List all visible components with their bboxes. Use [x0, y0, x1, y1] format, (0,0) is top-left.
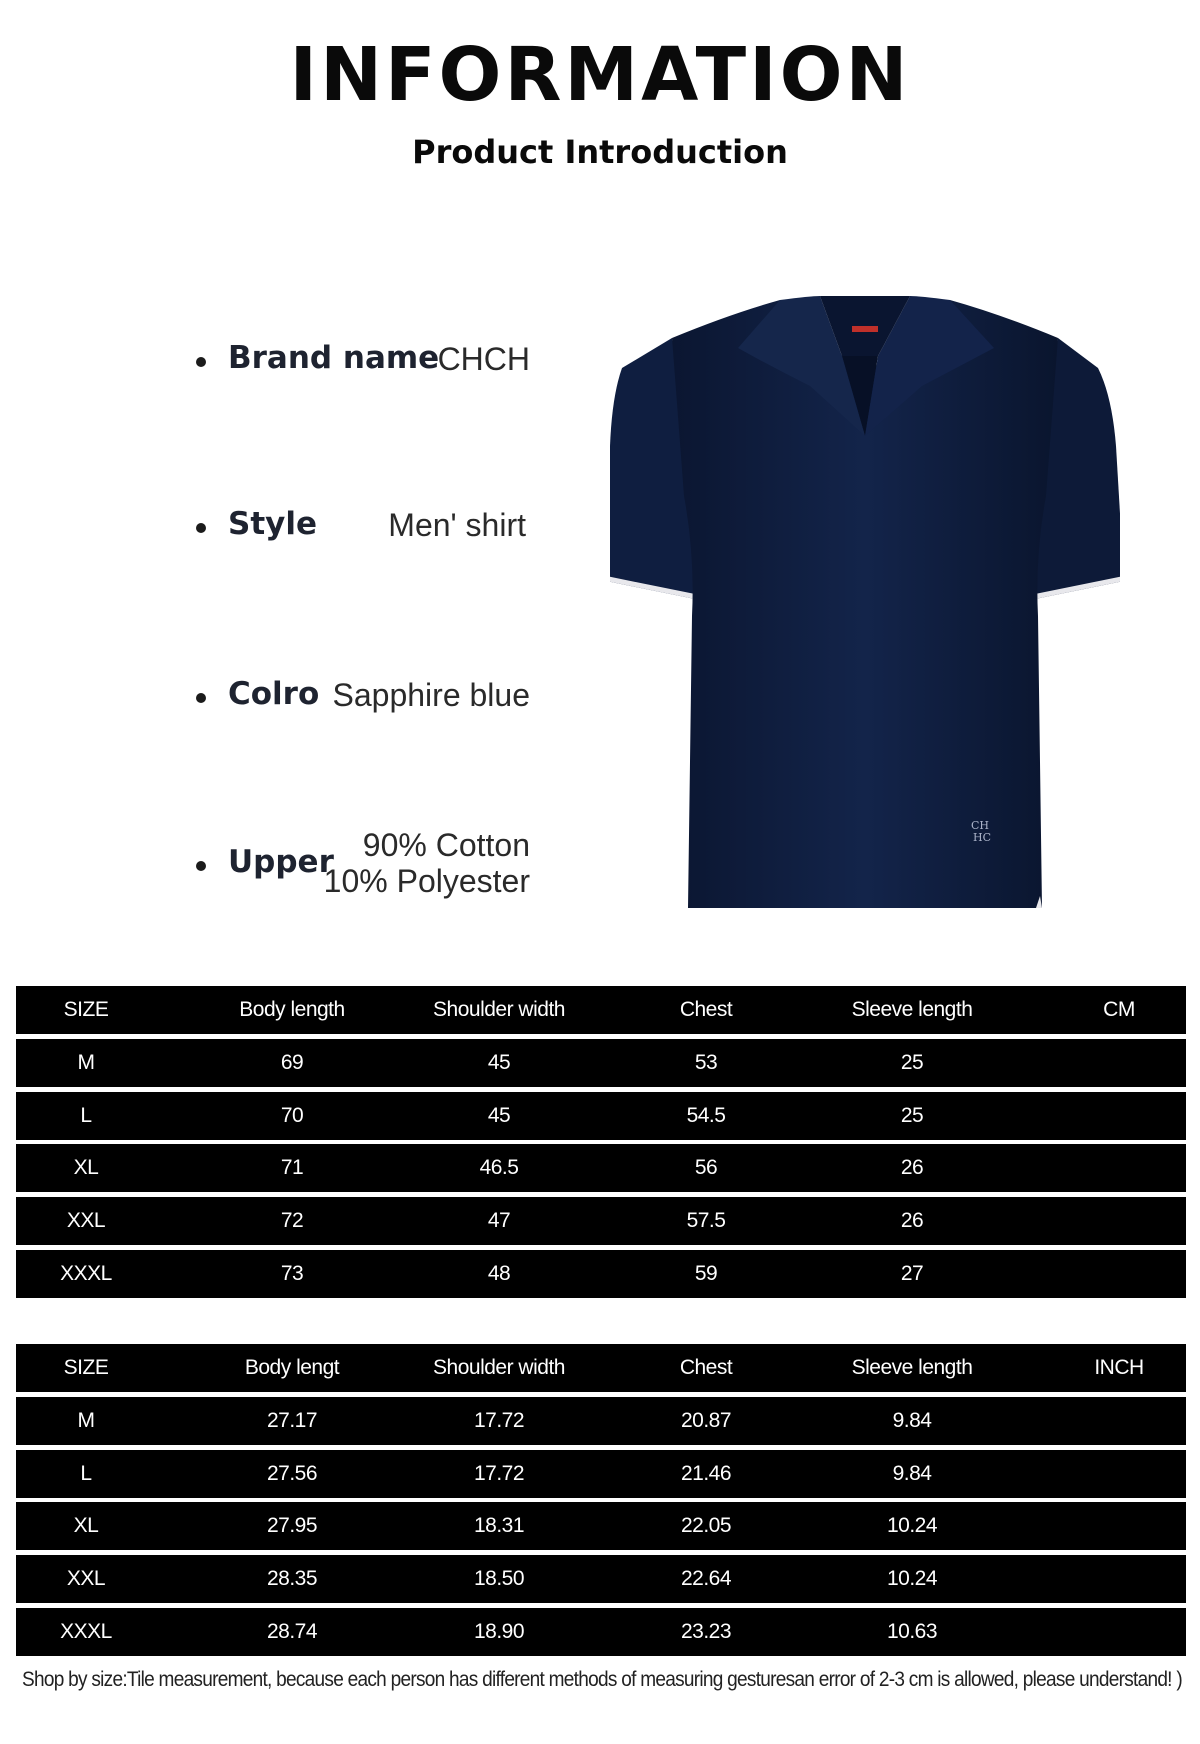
- page-subtitle: Product Introduction: [412, 133, 788, 171]
- spec-value: Sapphire blue: [332, 677, 530, 713]
- table-cell: 9.84: [892, 1462, 932, 1485]
- table-cell: 28.35: [266, 1567, 318, 1590]
- table-cell: 21.46: [680, 1462, 732, 1485]
- table-cell: M: [77, 1409, 95, 1432]
- table-row: [16, 1039, 1186, 1087]
- table-header-cell: Sleeve length: [851, 998, 973, 1021]
- table-cell: [1019, 1608, 1200, 1656]
- table-cell: 10.63: [886, 1620, 938, 1643]
- table-cell: 10.24: [886, 1514, 938, 1537]
- spec-label: Brand name: [228, 340, 440, 376]
- spec-item-brand: [196, 330, 530, 390]
- table-header-cell: Shoulder width: [433, 998, 565, 1021]
- spec-value-line2: 10% Polyester: [323, 863, 530, 899]
- table-header-cell: Body lengt: [244, 1356, 340, 1379]
- table-cell: 17.72: [473, 1462, 525, 1485]
- table-cell: 45: [487, 1104, 511, 1127]
- table-cell: XL: [73, 1156, 99, 1179]
- table-row: [16, 1397, 1186, 1445]
- size-note: Shop by size:Tile measurement, because each person has different methods of measuring gesturesan error of 2-3 cm is allowed, please understand! ): [22, 1668, 1182, 1691]
- table-cell: 48: [487, 1262, 511, 1285]
- table-cell: 70: [280, 1104, 304, 1127]
- polo-shirt-icon: [610, 296, 1120, 908]
- table-cell: 20.87: [680, 1409, 732, 1432]
- bullet-icon: [196, 861, 206, 871]
- table-row: [16, 1608, 1186, 1656]
- table-row: [16, 1092, 1186, 1140]
- table-header-row: [16, 986, 1186, 1034]
- bullet-icon: [196, 523, 206, 533]
- table-cell: 27.95: [266, 1514, 318, 1537]
- table-header-cell: Chest: [679, 998, 733, 1021]
- table-cell: 26: [900, 1209, 924, 1232]
- table-cell: L: [80, 1104, 92, 1127]
- table-cell: 71: [280, 1156, 304, 1179]
- table-cell: [1019, 1197, 1200, 1245]
- page-title: INFORMATION: [289, 32, 911, 118]
- spec-item-upper: [196, 827, 530, 914]
- table-cell: 73: [280, 1262, 304, 1285]
- spec-value: Men' shirt: [388, 507, 526, 543]
- bullet-icon: [196, 357, 206, 367]
- table-cell: [1019, 1502, 1200, 1550]
- spec-label: Upper: [228, 844, 334, 880]
- table-cell: 46.5: [479, 1156, 519, 1179]
- table-cell: 25: [900, 1104, 924, 1127]
- table-cell: [1019, 1450, 1200, 1498]
- table-cell: 18.31: [473, 1514, 525, 1537]
- table-cell: 27: [900, 1262, 924, 1285]
- table-cell: 22.64: [680, 1567, 732, 1590]
- table-cell: 22.05: [680, 1514, 732, 1537]
- table-cell: 57.5: [686, 1209, 726, 1232]
- table-row: [16, 1502, 1186, 1550]
- table-cell: M: [77, 1051, 95, 1074]
- table-cell: [1019, 1092, 1200, 1140]
- table-header-cell: Chest: [679, 1356, 733, 1379]
- table-row: [16, 1450, 1186, 1498]
- table-cell: 26: [900, 1156, 924, 1179]
- table-cell: [1019, 1039, 1200, 1087]
- table-cell: 47: [487, 1209, 511, 1232]
- table-cell: 18.50: [473, 1567, 525, 1590]
- table-cell: 59: [694, 1262, 718, 1285]
- table-row: [16, 1197, 1186, 1245]
- table-cell: 72: [280, 1209, 304, 1232]
- spec-item-color: [196, 666, 530, 726]
- svg-text:CH: CH: [971, 819, 990, 832]
- table-cell: XXXL: [60, 1620, 112, 1643]
- table-cell: 53: [694, 1051, 718, 1074]
- table-cell: [1019, 1555, 1200, 1603]
- spec-value-line1: 90% Cotton: [362, 827, 530, 863]
- table-cell: 18.90: [473, 1620, 525, 1643]
- table-cell: [1019, 1144, 1200, 1192]
- table-cell: 23.23: [680, 1620, 732, 1643]
- svg-text:HC: HC: [973, 831, 992, 844]
- table-row: [16, 1555, 1186, 1603]
- table-cell: 54.5: [686, 1104, 726, 1127]
- table-cell: 56: [694, 1156, 718, 1179]
- table-cell: 27.17: [266, 1409, 318, 1432]
- table-header-cell: Body length: [239, 998, 345, 1021]
- spec-label: Colro: [228, 676, 320, 712]
- table-cell: 45: [487, 1051, 511, 1074]
- table-header-row: [16, 1344, 1186, 1392]
- size-table-inch: [16, 1344, 1186, 1658]
- table-cell: XL: [73, 1514, 99, 1537]
- table-cell: 69: [280, 1051, 304, 1074]
- spec-label: Style: [228, 506, 318, 542]
- table-cell: 10.24: [886, 1567, 938, 1590]
- table-cell: 25: [900, 1051, 924, 1074]
- table-cell: 27.56: [266, 1462, 318, 1485]
- table-header-cell: CM: [1103, 998, 1135, 1021]
- table-cell: XXL: [66, 1567, 106, 1590]
- table-cell: 17.72: [473, 1409, 525, 1432]
- spec-value: CHCH: [437, 341, 530, 377]
- table-header-cell: SIZE: [63, 1356, 109, 1379]
- table-row: [16, 1144, 1186, 1192]
- table-header-cell: Sleeve length: [851, 1356, 973, 1379]
- size-table-cm: [16, 986, 1186, 1298]
- table-cell: L: [80, 1462, 92, 1485]
- table-cell: XXXL: [60, 1262, 112, 1285]
- table-cell: 9.84: [892, 1409, 932, 1432]
- table-cell: [1019, 1397, 1200, 1445]
- table-header-cell: INCH: [1094, 1356, 1144, 1379]
- table-cell: XXL: [66, 1209, 106, 1232]
- spec-item-style: [196, 496, 526, 556]
- table-cell: [1019, 1250, 1200, 1298]
- table-header-cell: Shoulder width: [433, 1356, 565, 1379]
- bullet-icon: [196, 693, 206, 703]
- table-cell: 28.74: [266, 1620, 318, 1643]
- table-row: [16, 1250, 1186, 1298]
- table-header-cell: SIZE: [63, 998, 109, 1021]
